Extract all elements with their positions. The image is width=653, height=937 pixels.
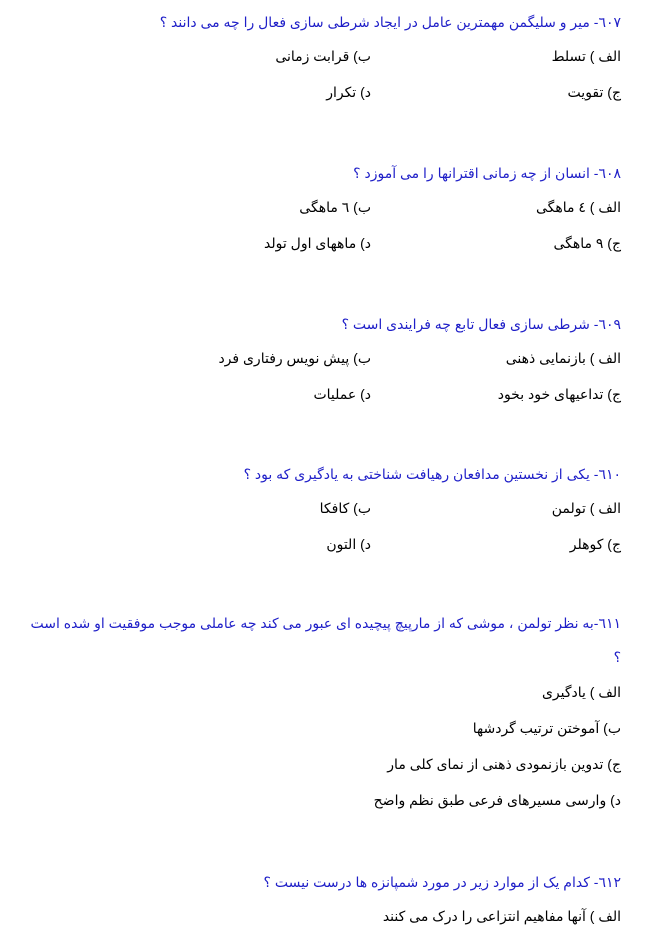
option-jim: ج) تداعیهای خود بخود: [497, 386, 621, 402]
question-607: [20, 6, 621, 110]
option-be: ب) آموختن ترتیب گردشها: [472, 720, 621, 736]
option-dal: د) ماههای اول تولد: [264, 235, 371, 251]
option-jim: ج) کوهلر: [569, 536, 621, 552]
option-row: [20, 38, 621, 74]
option-be: ب) پیش نویس رفتاری فرد: [218, 350, 371, 366]
option-row: [20, 189, 621, 225]
option-alef: الف ) تولمن: [551, 500, 621, 516]
option-row: [20, 225, 621, 261]
option-row: [20, 340, 621, 376]
option-alef: الف ) آنها مفاهیم انتزاعی را درک می کنند: [382, 908, 621, 924]
option-alef: الف ) بازنمایی ذهنی: [505, 350, 621, 366]
option-dal: د) التون: [326, 536, 371, 552]
option-be: ب) کافکا: [319, 500, 371, 516]
question-611: [20, 606, 621, 818]
option-jim: ج) تدوین بازنمودی ذهنی از نمای کلی مار: [387, 756, 621, 772]
option-row: [20, 74, 621, 110]
question-text: ٦١٠- یکی از نخستین مدافعان رهیافت شناختی به یادگیری که بود ؟: [243, 466, 621, 482]
question-text: ٦٠٧- میر و سلیگمن مهمترین عامل در ایجاد شرطی سازی فعال را چه می دانند ؟: [159, 14, 621, 30]
option-dal: د) تکرار: [326, 84, 371, 100]
option-be: ب) ٦ ماهگی: [299, 199, 371, 215]
option-be: ب) قرابت زمانی: [275, 48, 371, 64]
option-dal: د) عملیات: [313, 386, 371, 402]
option-jim: ج) تقویت: [567, 84, 621, 100]
option-alef: الف ) تسلط: [551, 48, 621, 64]
question-text: ٦٠٩- شرطی سازی فعال تابع چه فرایندی است ؟: [341, 316, 621, 332]
option-row: [20, 490, 621, 526]
question-text: ٦١٢- کدام یک از موارد زیر در مورد شمپانزه ها درست نیست ؟: [263, 874, 621, 890]
question-608: [20, 157, 621, 261]
option-row: [20, 376, 621, 412]
question-609: [20, 308, 621, 412]
question-610: [20, 458, 621, 562]
option-alef: الف ) ٤ ماهگی: [535, 199, 621, 215]
option-alef: الف ) یادگیری: [541, 684, 621, 700]
question-text: ٦١١-به نظر تولمن ، موشی که از مارپیچ پیچیده ای عبور می کند چه عاملی موجب موفقیت او شده است ؟: [30, 615, 621, 665]
option-dal: د) وارسی مسیرهای فرعی طبق نظم واضح: [373, 792, 621, 808]
question-text: ٦٠٨- انسان از چه زمانی اقترانها را می آموزد ؟: [353, 165, 621, 181]
option-jim: ج) ٩ ماهگی: [553, 235, 621, 251]
question-612: [20, 866, 621, 934]
option-row: [20, 526, 621, 562]
